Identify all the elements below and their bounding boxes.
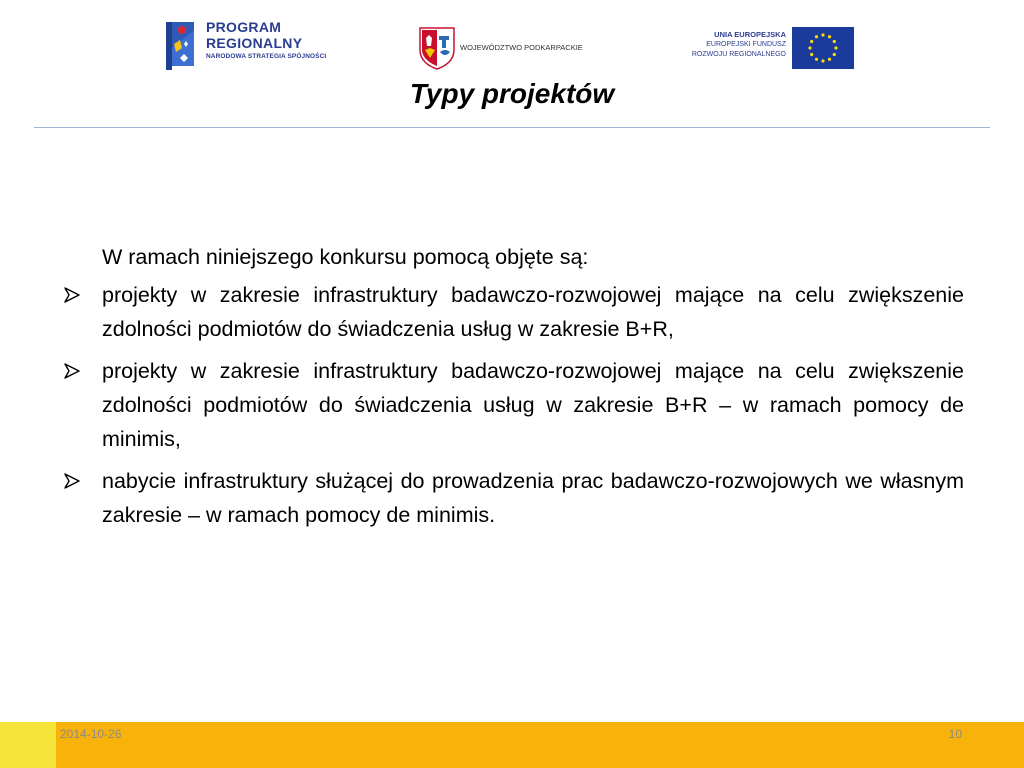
bullet-text: projekty w zakresie infrastruktury badawczo-rozwojowej mające na celu zwiększenie zdolności podmiotów do świadczenia usług w zakresie B+R, xyxy=(102,283,964,341)
bullet-list xyxy=(62,278,964,532)
wojewodztwo-podkarpackie-logo xyxy=(418,26,628,70)
footer-bar xyxy=(0,722,1024,768)
footer-accent xyxy=(0,722,56,768)
bullet-text: projekty w zakresie infrastruktury badawczo-rozwojowej mające na celu zwiększenie zdolności podmiotów do świadczenia usług w zakresie B+R – w ramach pomocy de minimis, xyxy=(102,359,964,451)
program-regionalny-emblem-icon xyxy=(160,18,200,74)
wojewodztwo-label: WOJEWÓDZTWO PODKARPACKIE xyxy=(460,43,583,52)
eu-flag-icon xyxy=(792,27,854,69)
intro-text: W ramach niniejszego konkursu pomocą objęte są: xyxy=(102,245,589,269)
arrow-bullet-icon xyxy=(64,464,84,498)
coat-of-arms-icon xyxy=(418,26,456,70)
list-item xyxy=(62,278,964,346)
program-regionalny-logo xyxy=(160,18,340,74)
bullet-text: nabycie infrastruktury służącej do prowadzenia prac badawczo-rozwojowych we własnym zakresie – w ramach pomocy de minimis. xyxy=(102,469,964,527)
arrow-bullet-icon xyxy=(64,278,84,312)
program-regionalny-line2: REGIONALNY xyxy=(206,35,303,51)
eu-line3: ROZWOJU REGIONALNEGO xyxy=(691,51,786,58)
footer-date: 2014-10-26 xyxy=(60,727,122,741)
program-regionalny-line1: PROGRAM xyxy=(206,19,282,35)
slide-title: Typy projektów xyxy=(409,78,615,109)
eu-line1: UNIA EUROPEJSKA xyxy=(714,30,786,39)
program-regionalny-line3: NARODOWA STRATEGIA SPÓJNOŚCI xyxy=(206,53,327,60)
page-number: 10 xyxy=(948,727,962,741)
unia-europejska-logo xyxy=(682,27,854,69)
list-item xyxy=(62,464,964,532)
slide-content xyxy=(62,240,964,540)
arrow-bullet-icon xyxy=(64,354,84,388)
title-divider xyxy=(34,127,990,128)
eu-line2: EUROPEJSKI FUNDUSZ xyxy=(706,41,786,48)
list-item xyxy=(62,354,964,456)
